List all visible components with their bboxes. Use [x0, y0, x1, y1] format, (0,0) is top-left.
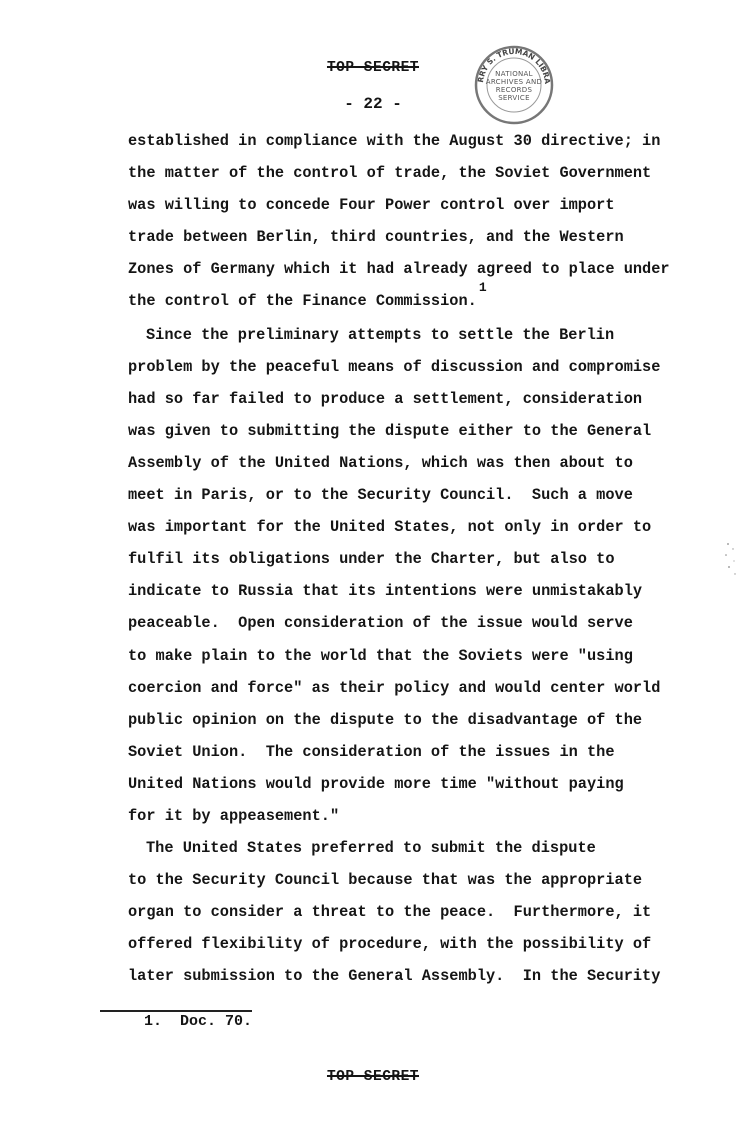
stamp-line: SERVICE: [498, 94, 530, 102]
footnote-divider: [100, 1010, 252, 1012]
text-line: [128, 280, 688, 318]
text-line: offered flexibility of procedure, with the possibility of: [128, 935, 652, 954]
stamp-center-text: [473, 70, 555, 102]
stamp-line: NATIONAL: [495, 70, 533, 78]
paragraph-2: [128, 319, 688, 833]
page-number: - 22 -: [344, 95, 402, 113]
text-line: to the Security Council because that was the appropriate: [128, 871, 643, 890]
text-line: fulfil its obligations under the Charter, but also to: [128, 550, 615, 569]
stamp-line: ARCHIVES AND: [485, 78, 543, 86]
text-line: United Nations would provide more time "without paying: [128, 774, 624, 793]
text-line: had so far failed to produce a settlement, consideration: [128, 389, 643, 408]
footnote: 1. Doc. 70.: [144, 1013, 253, 1030]
text-line: indicate to Russia that its intentions were unmistakably: [128, 582, 643, 601]
text-line: Zones of Germany which it had already agreed to place under: [128, 260, 670, 279]
text-line: Since the preliminary attempts to settle the Berlin: [146, 325, 615, 344]
classification-footer: [0, 1069, 746, 1085]
stamp-line: RECORDS: [495, 86, 533, 94]
text-line: was given to submitting the dispute either to the General: [128, 421, 652, 440]
text-line: public opinion on the dispute to the disadvantage of the: [128, 710, 643, 729]
body-text: [128, 125, 688, 993]
text-line: established in compliance with the August 30 directive; in: [128, 132, 661, 150]
text-line: meet in Paris, or to the Security Council. Such a move: [128, 486, 633, 505]
paragraph-3: [128, 832, 688, 992]
archive-stamp-icon: [473, 44, 555, 126]
text-line: for it by appeasement.": [128, 806, 340, 825]
classification-label: TOP SECRET: [326, 60, 419, 76]
text-line: later submission to the General Assembly. In the Security: [128, 967, 661, 986]
text-line: The United States preferred to submit the dispute: [146, 839, 596, 858]
classification-label: TOP SECRET: [326, 1069, 419, 1085]
text-line: was important for the United States, not only in order to: [128, 518, 652, 537]
paragraph-1: [128, 125, 688, 319]
text-line: peaceable. Open consideration of the issue would serve: [128, 614, 633, 633]
text-line: coercion and force" as their policy and would center world: [128, 678, 661, 697]
scan-speck-marks: [722, 540, 740, 580]
text-line: trade between Berlin, third countries, and the Western: [128, 228, 624, 247]
stamp-arc-text: RRY S. TRUMAN LIBRA: [476, 46, 553, 85]
text-line-content: the control of the Finance Commission.: [128, 292, 477, 311]
text-line: organ to consider a threat to the peace. Furthermore, it: [128, 903, 652, 922]
classification-header: [0, 60, 746, 76]
text-line: Soviet Union. The consideration of the issues in the: [128, 742, 615, 761]
text-line: Assembly of the United Nations, which was then about to: [128, 453, 633, 472]
text-line: was willing to concede Four Power control over import: [128, 196, 615, 215]
text-line: the matter of the control of trade, the Soviet Government: [128, 164, 652, 183]
text-line: to make plain to the world that the Soviets were "using: [128, 646, 633, 665]
text-line: problem by the peaceful means of discussion and compromise: [128, 357, 661, 376]
footnote-marker: 1: [478, 280, 487, 296]
